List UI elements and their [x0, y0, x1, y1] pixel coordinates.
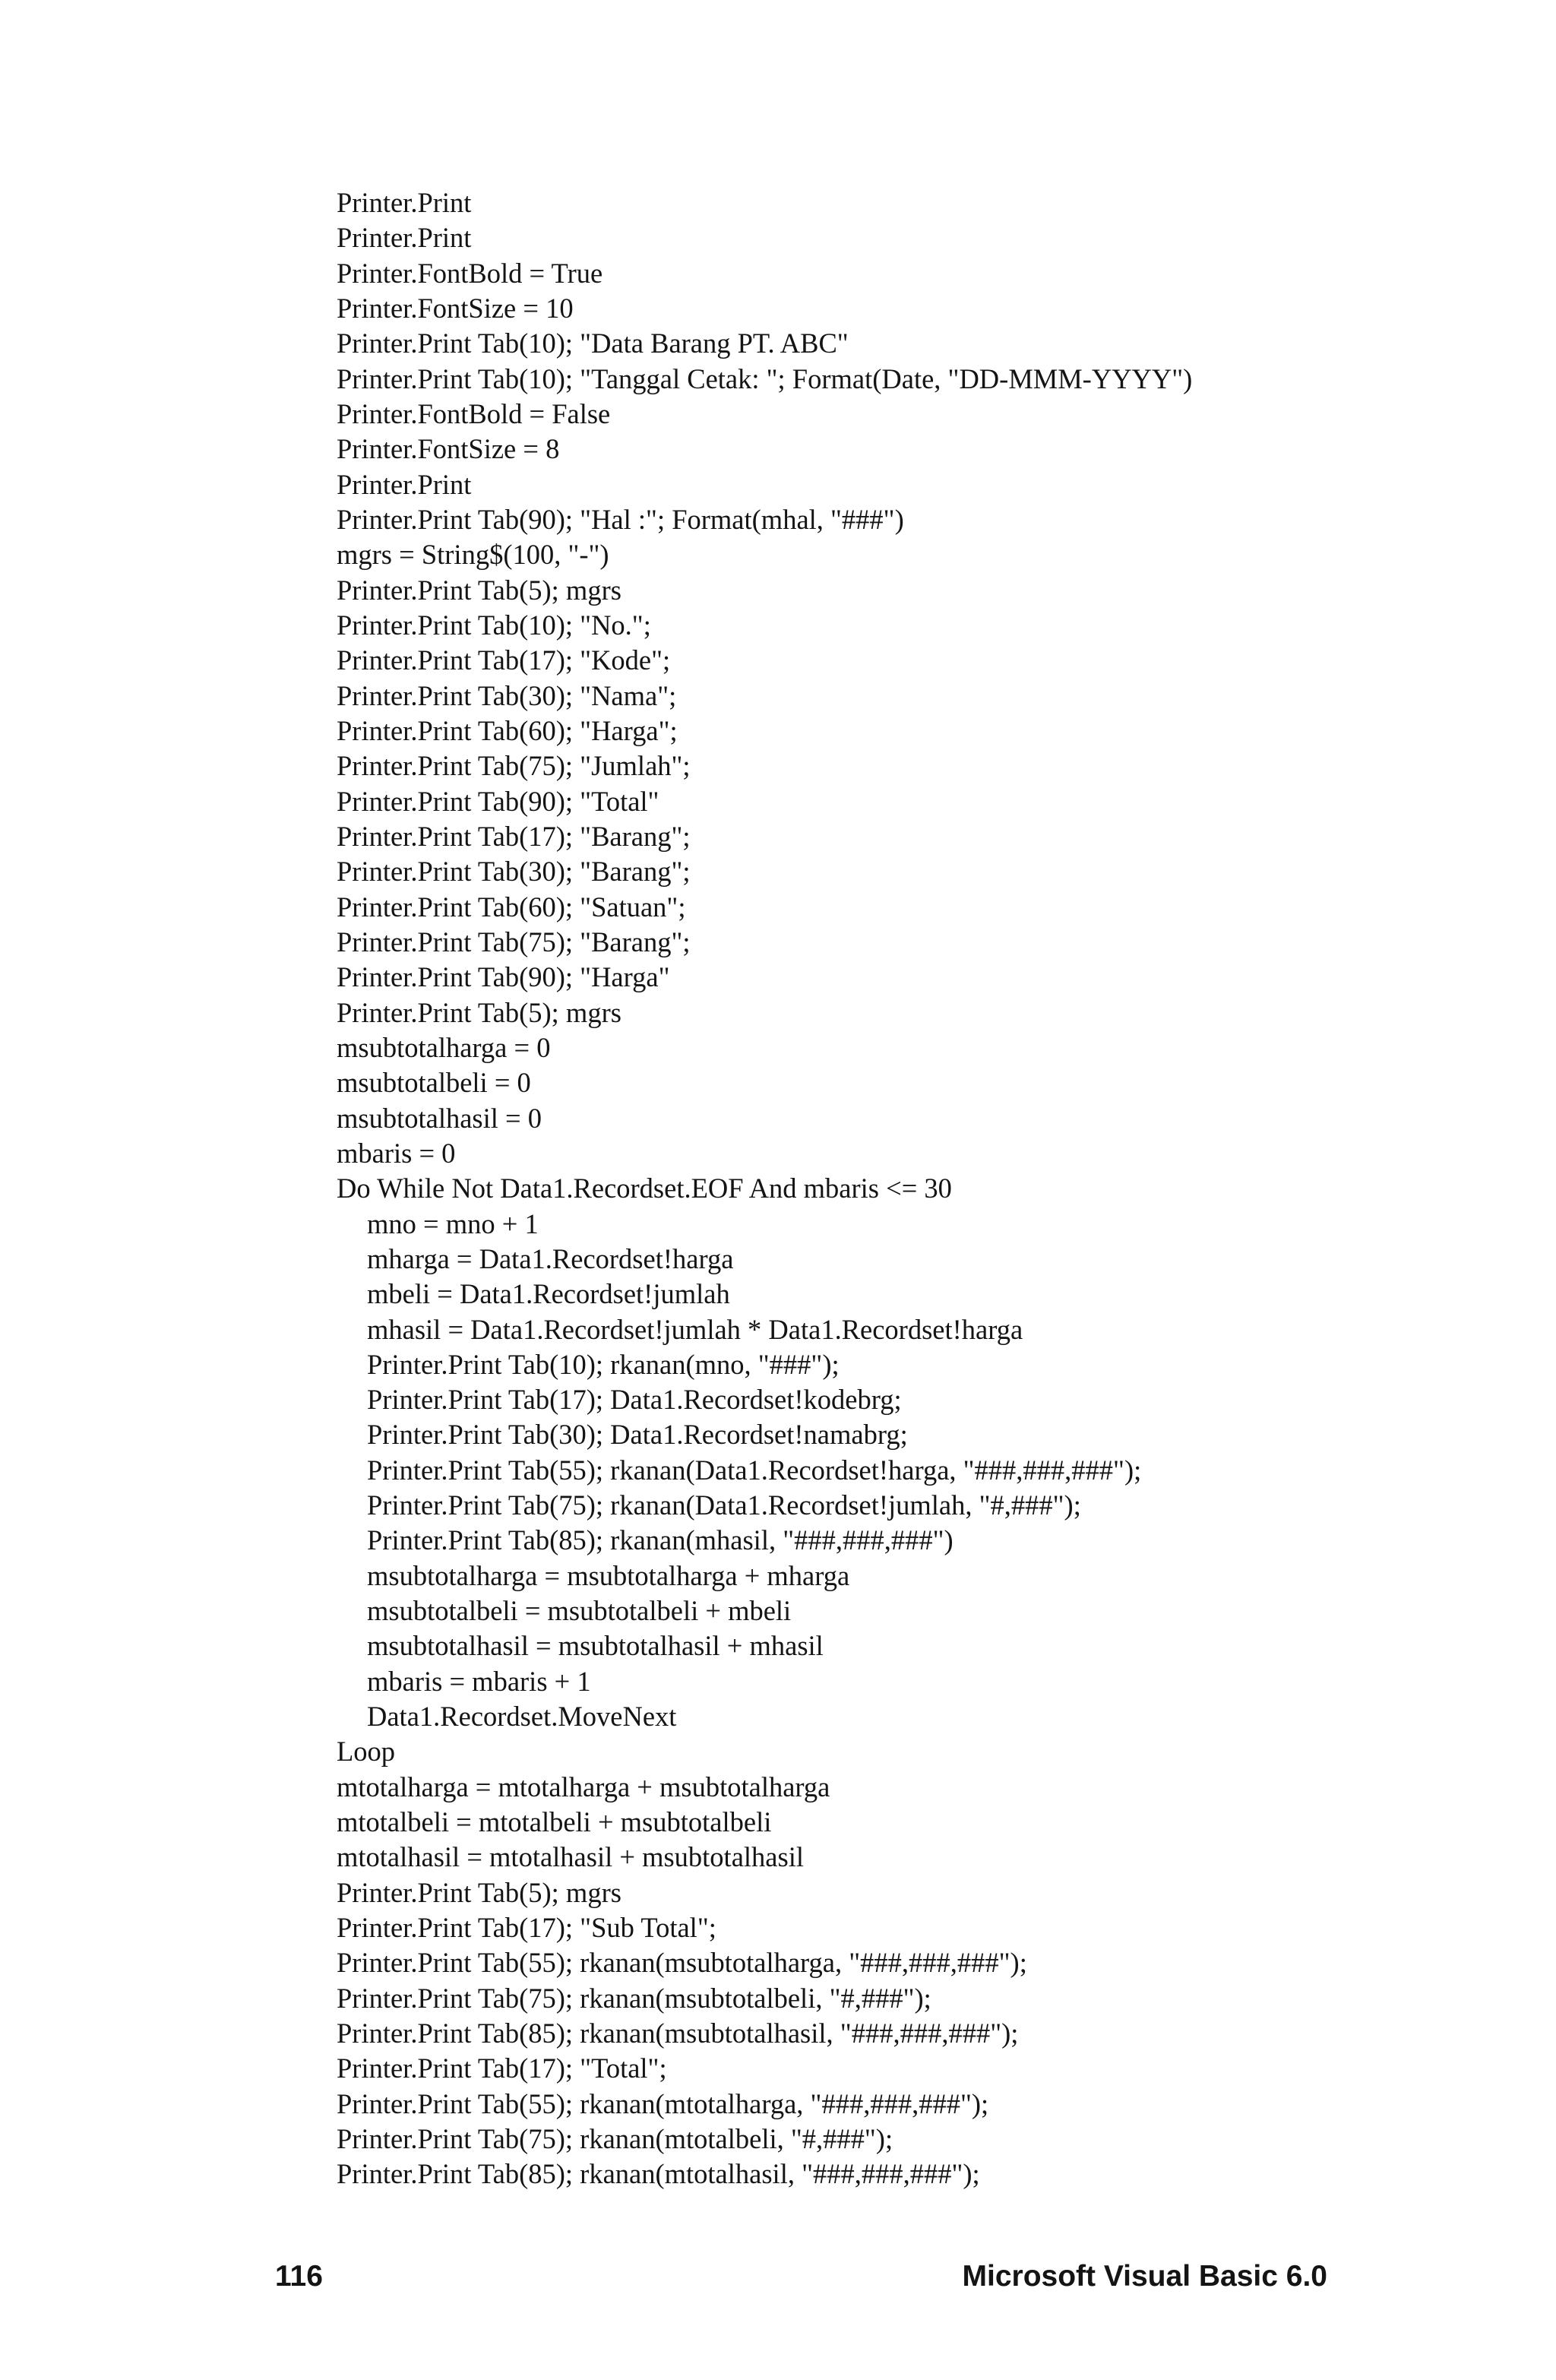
code-line: mtotalbeli = mtotalbeli + msubtotalbeli: [337, 1806, 772, 1838]
code-line: Printer.Print Tab(55); rkanan(mtotalharga, "###,###,###");: [337, 2087, 989, 2119]
code-line: Printer.Print: [337, 222, 472, 254]
code-line: mharga = Data1.Recordset!harga: [367, 1242, 734, 1274]
book-title: Microsoft Visual Basic 6.0: [962, 2260, 1327, 2293]
code-line: msubtotalharga = 0: [337, 1031, 551, 1063]
code-line: Printer.Print Tab(5); mgrs: [337, 574, 621, 606]
code-line: mtotalharga = mtotalharga + msubtotalharga: [337, 1771, 830, 1802]
code-line: Printer.Print Tab(10); "Tanggal Cetak: "; Format(Date, "DD-MMM-YYYY"): [337, 362, 1193, 394]
code-line: Printer.Print Tab(85); rkanan(mhasil, "###,###,###"): [367, 1524, 954, 1556]
code-line: Printer.Print Tab(85); rkanan(mtotalhasil, "###,###,###");: [337, 2158, 980, 2190]
code-line: Printer.Print Tab(17); "Barang";: [337, 820, 691, 852]
code-line: Printer.Print Tab(17); "Kode";: [337, 644, 671, 676]
code-line: Printer.FontBold = True: [337, 257, 603, 289]
code-line: Printer.Print Tab(10); "No.";: [337, 609, 651, 641]
code-line: Printer.Print Tab(17); "Total";: [337, 2052, 667, 2084]
code-line: mbaris = 0: [337, 1137, 456, 1169]
code-line: Printer.Print Tab(5); mgrs: [337, 1876, 621, 1908]
code-line: Printer.Print Tab(10); rkanan(mno, "###");: [367, 1348, 840, 1380]
code-line: Printer.Print Tab(60); "Harga";: [337, 714, 678, 746]
code-line: Printer.Print Tab(55); rkanan(Data1.Recordset!harga, "###,###,###");: [367, 1454, 1142, 1486]
code-line: Printer.Print Tab(75); "Jumlah";: [337, 750, 691, 782]
code-line: Printer.FontSize = 8: [337, 433, 560, 465]
code-line: Printer.Print: [337, 468, 472, 500]
code-line: Printer.Print Tab(17); Data1.Recordset!kodebrg;: [367, 1384, 902, 1416]
code-line: Printer.Print Tab(75); rkanan(Data1.Recordset!jumlah, "#,###");: [367, 1489, 1081, 1521]
code-line: mbeli = Data1.Recordset!jumlah: [367, 1278, 730, 1310]
code-line: Data1.Recordset.MoveNext: [367, 1701, 677, 1733]
code-line: mbaris = mbaris + 1: [367, 1665, 591, 1697]
code-line: Loop: [337, 1736, 396, 1768]
code-line: msubtotalbeli = 0: [337, 1067, 531, 1099]
code-line: msubtotalhasil = 0: [337, 1102, 542, 1134]
code-line: msubtotalharga = msubtotalharga + mharga: [367, 1559, 850, 1591]
code-line: mno = mno + 1: [367, 1207, 539, 1239]
code-line: Printer.Print Tab(85); rkanan(msubtotalhasil, "###,###,###");: [337, 2018, 1019, 2049]
code-line: Printer.Print Tab(75); rkanan(msubtotalbeli, "#,###");: [337, 1982, 931, 2014]
code-listing: [337, 185, 1446, 2192]
code-line: Printer.Print Tab(17); "Sub Total";: [337, 1912, 716, 1944]
code-line: Printer.Print Tab(60); "Satuan";: [337, 891, 686, 923]
code-line: Printer.Print Tab(30); "Nama";: [337, 679, 677, 711]
code-line: Printer.FontSize = 10: [337, 292, 574, 324]
code-line: Printer.Print Tab(75); "Barang";: [337, 926, 691, 957]
code-line: mtotalhasil = mtotalhasil + msubtotalhasil: [337, 1841, 804, 1873]
code-line: Printer.FontBold = False: [337, 397, 611, 429]
code-line: msubtotalhasil = msubtotalhasil + mhasil: [367, 1630, 824, 1662]
code-line: Printer.Print Tab(90); "Hal :"; Format(mhal, "###"): [337, 503, 904, 535]
code-line: Printer.Print Tab(55); rkanan(msubtotalharga, "###,###,###");: [337, 1947, 1027, 1979]
code-line: Printer.Print Tab(5); mgrs: [337, 996, 621, 1028]
code-line: Printer.Print Tab(10); "Data Barang PT. ABC": [337, 328, 849, 359]
code-line: Printer.Print Tab(30); Data1.Recordset!namabrg;: [367, 1419, 908, 1451]
code-line: Printer.Print Tab(30); "Barang";: [337, 856, 691, 888]
code-line: mgrs = String$(100, "-"): [337, 539, 609, 571]
code-line: Printer.Print: [337, 187, 472, 218]
code-line: Printer.Print Tab(90); "Total": [337, 785, 659, 817]
code-line: Do While Not Data1.Recordset.EOF And mbaris <= 30: [337, 1173, 952, 1204]
code-line: msubtotalbeli = msubtotalbeli + mbeli: [367, 1595, 792, 1627]
code-line: Printer.Print Tab(75); rkanan(mtotalbeli, "#,###");: [337, 2123, 893, 2155]
code-line: Printer.Print Tab(90); "Harga": [337, 961, 670, 993]
code-line: mhasil = Data1.Recordset!jumlah * Data1.Recordset!harga: [367, 1313, 1023, 1345]
page-number: 116: [275, 2260, 323, 2293]
